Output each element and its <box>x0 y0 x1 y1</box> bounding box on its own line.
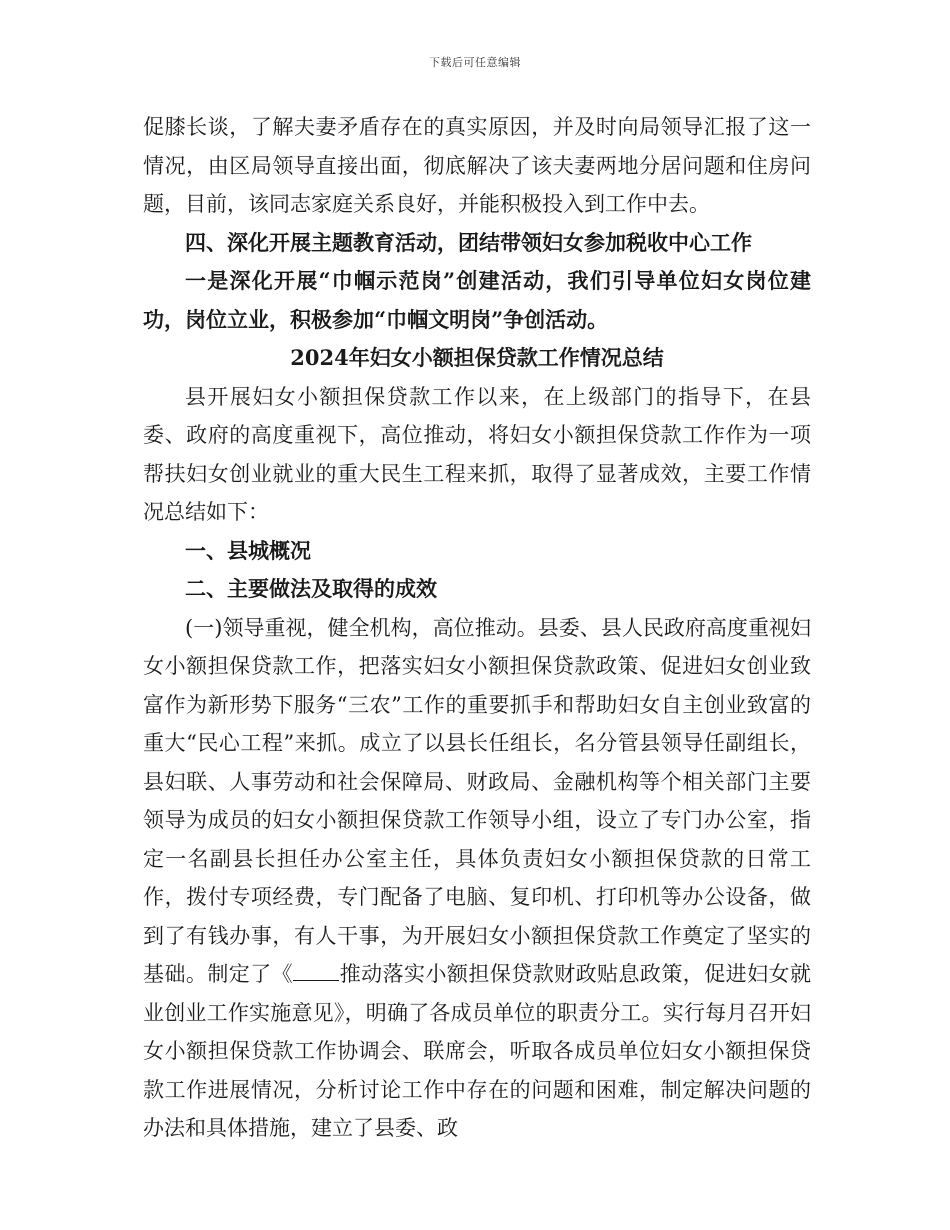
paragraph-leadership-part2: 推动落实小额担保贷款财政贴息政策，促进妇女就业创业工作实施意见》，明确了各成员单位的职责分工。实行每月召开妇女小额担保贷款工作协调会、联席会，听取各成员单位妇女小额担保贷款工作进展情况，分析讨论工作中存在的问题和困难，制定解决问题的办法和具体措施，建立了县委、政 <box>143 962 811 1140</box>
paragraph-intro: 县开展妇女小额担保贷款工作以来，在上级部门的指导下，在县委、政府的高度重视下，高位推动，将妇女小额担保贷款工作作为一项帮扶妇女创业就业的重大民生工程来抓，取得了显著成效，主要工作情况总结如下： <box>143 384 811 524</box>
section-heading-2: 二、主要做法及取得的成效 <box>185 576 437 601</box>
paragraph-leadership-part1: (一)领导重视，健全机构，高位推动。县委、县人民政府高度重视妇女小额担保贷款工作，把落实妇女小额担保贷款政策、促进妇女创业致富作为新形势下服务“三农”工作的重要抓手和帮助妇女自主创业致富的重大“民心工程”来抓。成立了以县长任组长，名分管县领导任副组长，县妇联、人事劳动和社会保障局、财政局、金融机构等个相关部门主要领导为成员的妇女小额担保贷款工作领导小组，设立了专门办公室，指定一名副县长担任办公室主任，具体负责妇女小额担保贷款的日常工作，拨付专项经费，专门配备了电脑、复印机、打印机等办公设备，做到了有钱办事，有人干事，为开展妇女小额担保贷款工作奠定了坚实的基础。制定了《 <box>143 615 811 986</box>
section-heading-1: 一、县城概况 <box>185 537 311 563</box>
document-body <box>143 108 811 1148</box>
paragraph-item-1: 一是深化开展“巾帼示范岗”创建活动，我们引导单位妇女岗位建功，岗位立业，积极参加“巾帼文明岗”争创活动。 <box>143 268 811 332</box>
document-title: 2024年妇女小额担保贷款工作情况总结 <box>290 345 664 370</box>
section-heading-4: 四、深化开展主题教育活动，团结带领妇女参加税收中心工作 <box>185 229 752 255</box>
paragraph-leadership <box>143 609 811 1148</box>
blank-underline <box>293 961 339 981</box>
page-header: 下载后可任意编辑 <box>429 56 521 69</box>
paragraph-continuation: 促膝长谈，了解夫妻矛盾存在的真实原因，并及时向局领导汇报了这一情况，由区局领导直接出面，彻底解决了该夫妻两地分居问题和住房问题，目前，该同志家庭关系良好，并能积极投入到工作中去。 <box>143 115 811 216</box>
